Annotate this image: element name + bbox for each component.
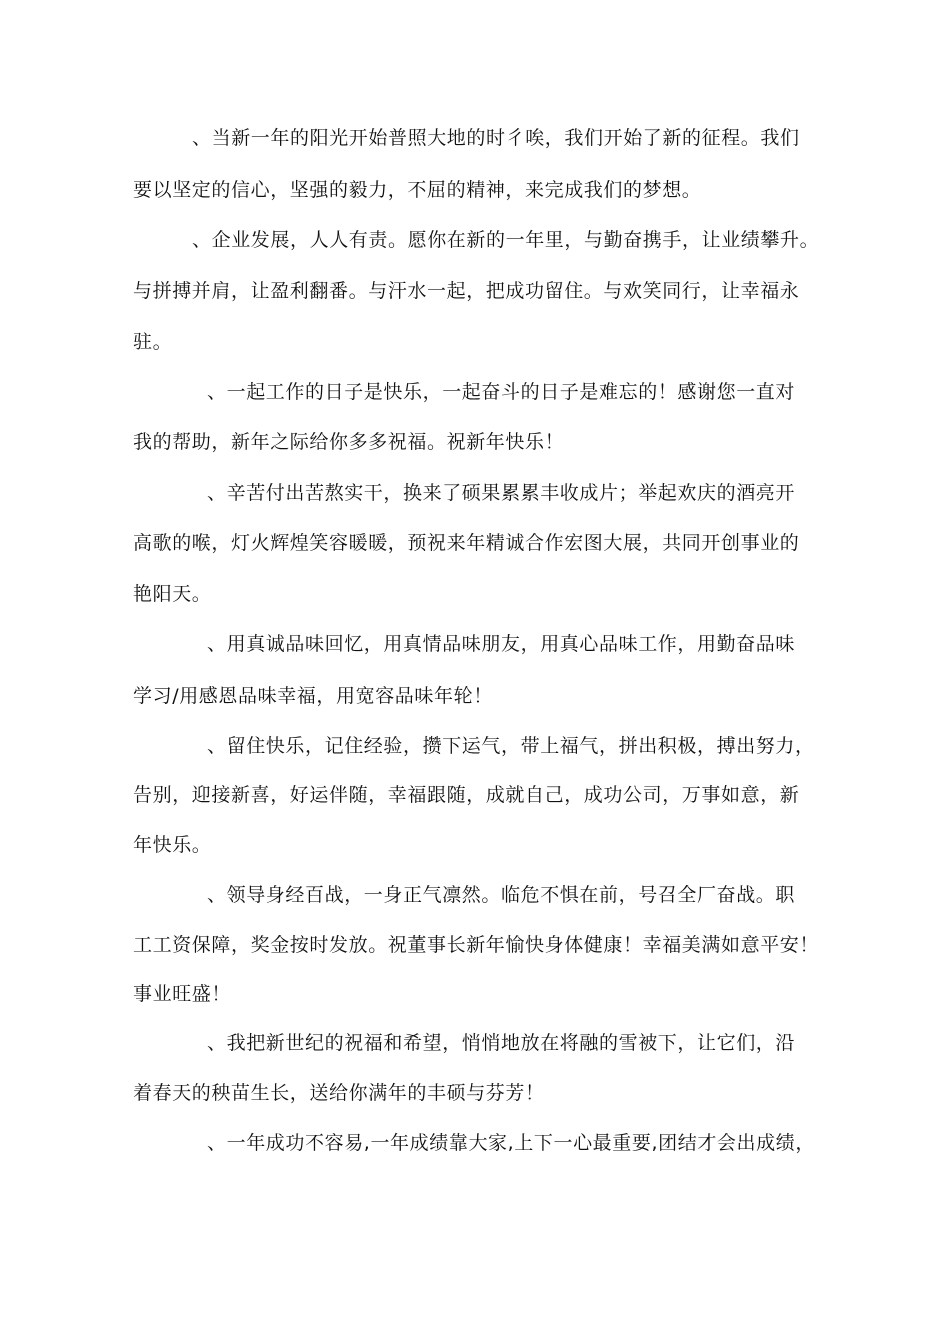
paragraph-1-line-1: 、当新一年的阳光开始普照大地的时彳唉，我们开始了新的征程。我们	[192, 127, 800, 149]
paragraph-7-line-3: 事业旺盛！	[133, 983, 232, 1005]
paragraph-4-line-2: 高歌的喉，灯火辉煌笑容暖暖，预祝来年精诚合作宏图大展，共同开创事业的	[133, 532, 800, 554]
paragraph-7-line-1: 、领导身经百战，一身正气凛然。临危不惧在前，号召全厂奋战。职	[207, 884, 796, 906]
paragraph-8-line-2: 着春天的秧苗生长，送给你满年的丰硕与芬芳！	[133, 1082, 545, 1104]
paragraph-5-line-2: 学习/用感恩品味幸福，用宽容品味年轮！	[133, 685, 493, 707]
paragraph-6-line-3: 年快乐。	[133, 834, 212, 856]
paragraph-3-line-1: 、一起工作的日子是快乐，一起奋斗的日子是难忘的！感谢您一直对	[207, 381, 796, 403]
paragraph-8-line-1: 、我把新世纪的祝福和希望，悄悄地放在将融的雪被下，让它们，沿	[207, 1032, 796, 1054]
paragraph-3-line-2: 我的帮助，新年之际给你多多祝福。祝新年快乐！	[133, 431, 565, 453]
paragraph-5-line-1: 、用真诚品味回忆，用真情品味朋友，用真心品味工作，用勤奋品味	[207, 633, 796, 655]
paragraph-4-line-3: 艳阳天。	[133, 583, 212, 605]
paragraph-7-line-2: 工工资保障，奖金按时发放。祝董事长新年愉快身体健康！幸福美满如意平安！	[133, 934, 820, 956]
paragraph-1-line-2: 要以坚定的信心，坚强的毅力，不屈的精神，来完成我们的梦想。	[133, 179, 702, 201]
paragraph-2-line-1: 、企业发展，人人有责。愿你在新的一年里，与勤奋携手，让业绩攀升。	[192, 229, 820, 251]
paragraph-9-line-1: 、一年成功不容易,一年成绩靠大家,上下一心最重要,团结才会出成绩，	[207, 1132, 815, 1154]
paragraph-4-line-1: 、辛苦付出苦熬实干，换来了硕果累累丰收成片；举起欢庆的酒亮开	[207, 482, 796, 504]
paragraph-6-line-2: 告别，迎接新喜，好运伴随，幸福跟随，成就自己，成功公司，万事如意，新	[133, 784, 800, 806]
paragraph-2-line-3: 驻。	[133, 331, 173, 353]
paragraph-6-line-1: 、留住快乐，记住经验，攒下运气，带上福气，拼出积极，搏出努力，	[207, 735, 815, 757]
paragraph-2-line-2: 与拼搏并肩，让盈利翻番。与汗水一起，把成功留住。与欢笑同行，让幸福永	[133, 280, 800, 302]
